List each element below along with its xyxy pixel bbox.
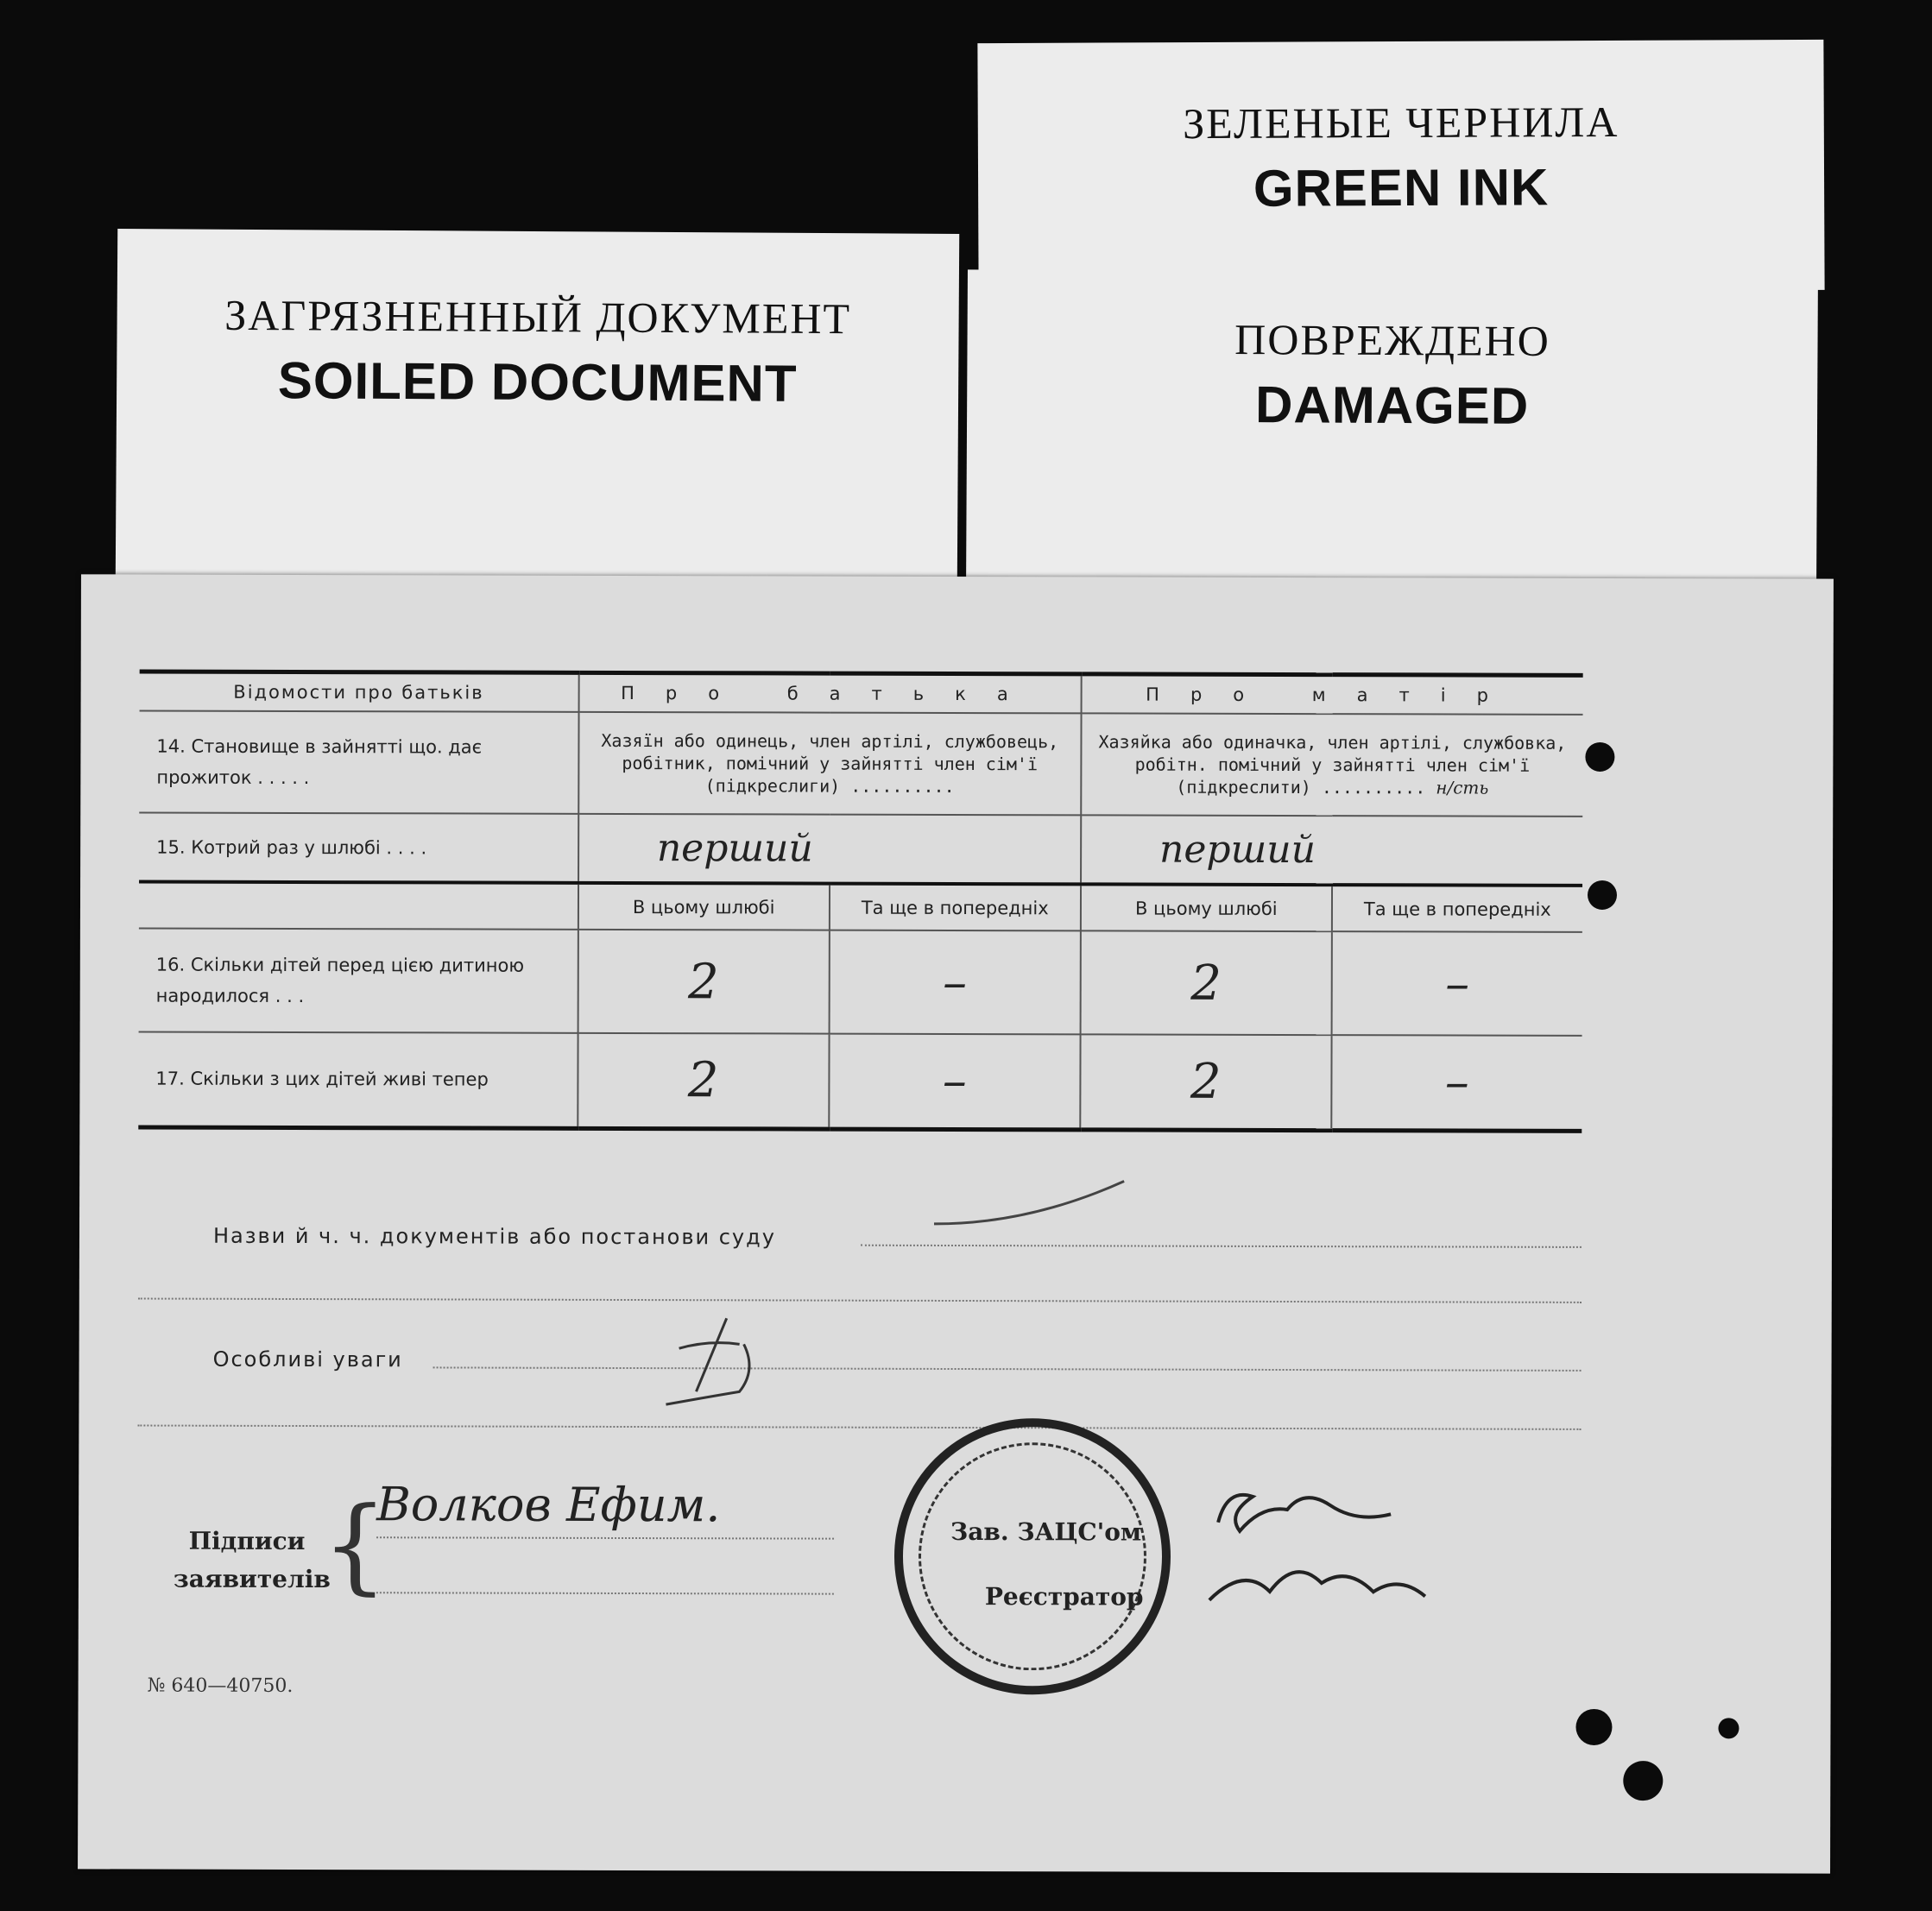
row17-father-this: 2 bbox=[578, 1033, 829, 1129]
row14-mother-options bbox=[1081, 713, 1582, 817]
row16-father-this: 2 bbox=[578, 930, 829, 1034]
row15-mother-value: перший bbox=[1081, 815, 1582, 886]
documents-dash-stroke bbox=[925, 1172, 1141, 1242]
soiled-ru-label: ЗАГРЯЗНЕННЫЙ ДОКУМЕНТ bbox=[224, 290, 852, 344]
row14-mother-text: Хазяйка або одиначка, член артілі, службовка, робітн. помічний у зайнятті член сім'ї (підкреслити) .......... bbox=[1098, 731, 1567, 798]
form-number: № 640—40750. bbox=[147, 1674, 294, 1697]
table-row bbox=[138, 1032, 1582, 1131]
applicants-label-line2: заявителів bbox=[173, 1564, 331, 1594]
table-row bbox=[139, 929, 1582, 1036]
soiled-document-card bbox=[116, 229, 959, 588]
sub-mother-prev: Та ще в попередніх bbox=[1332, 885, 1582, 932]
row16-mother-this: 2 bbox=[1081, 930, 1332, 1035]
applicants-label bbox=[173, 1523, 331, 1599]
sub-father-prev: Та ще в попередніх bbox=[830, 884, 1081, 931]
green-ru-label: ЗЕЛЕНЫЕ ЧЕРНИЛА bbox=[1183, 97, 1619, 148]
green-en-label: GREEN INK bbox=[1253, 158, 1550, 218]
header-mother: Про матір bbox=[1081, 674, 1582, 715]
notes-label: Особливі уваги bbox=[212, 1347, 403, 1372]
row16-label: 16. Скільки дітей перед цією дитиною народилося . . . bbox=[139, 929, 578, 1033]
header-parents-info: Відомости про батьків bbox=[140, 672, 579, 712]
notes-scribble bbox=[644, 1309, 791, 1413]
documents-label: Назви й ч. ч. документів або постанови суду bbox=[212, 1223, 776, 1250]
documents-line bbox=[861, 1245, 1582, 1248]
applicant-sig-line-2 bbox=[376, 1592, 834, 1594]
applicants-label-line1: Підписи bbox=[188, 1526, 306, 1556]
table-row bbox=[139, 813, 1582, 886]
documents-line-2 bbox=[138, 1298, 1582, 1303]
subheader-empty bbox=[139, 882, 578, 930]
signature-brace: { bbox=[321, 1485, 388, 1606]
binding-hole bbox=[1585, 742, 1614, 772]
soiled-en-label: SOILED DOCUMENT bbox=[277, 351, 798, 413]
row16-mother-prev: – bbox=[1331, 931, 1582, 1036]
row17-mother-this: 2 bbox=[1080, 1034, 1331, 1130]
row17-label: 17. Скільки з цих дітей живі тепер bbox=[138, 1032, 578, 1128]
damaged-card bbox=[966, 269, 1818, 593]
green-ink-card bbox=[977, 40, 1824, 293]
binding-hole bbox=[1718, 1718, 1739, 1738]
binding-hole bbox=[1575, 1709, 1612, 1745]
parents-info-table bbox=[138, 670, 1582, 1133]
notes-line-2 bbox=[137, 1425, 1581, 1430]
row17-mother-prev: – bbox=[1331, 1035, 1582, 1131]
official-signatures-scribble bbox=[1192, 1471, 1452, 1644]
applicant-signature: Волков Ефим. bbox=[376, 1477, 721, 1533]
registrar-label: Реєстратор bbox=[984, 1582, 1144, 1611]
row15-father-value: перший bbox=[578, 814, 1081, 885]
sub-mother-this: В цьому шлюбі bbox=[1081, 884, 1332, 931]
row17-father-prev: – bbox=[829, 1034, 1081, 1130]
table-row bbox=[139, 711, 1582, 817]
head-label: Зав. ЗАЦС'ом bbox=[950, 1517, 1142, 1547]
applicant-sig-line-1 bbox=[376, 1536, 834, 1539]
damaged-ru-label: ПОВРЕЖДЕНО bbox=[1234, 315, 1550, 365]
row14-label: 14. Становище в зайнятті що. дає прожиток . . . . . bbox=[139, 711, 578, 814]
row16-father-prev: – bbox=[829, 930, 1081, 1035]
official-stamp bbox=[894, 1418, 1171, 1695]
table-subheader-row bbox=[139, 882, 1582, 932]
binding-hole bbox=[1588, 880, 1617, 910]
header-father: Про батька bbox=[578, 672, 1081, 713]
notes-line bbox=[433, 1366, 1582, 1371]
damaged-en-label: DAMAGED bbox=[1254, 375, 1530, 435]
record-sheet bbox=[78, 574, 1834, 1873]
sub-father-this: В цьому шлюбі bbox=[578, 883, 830, 930]
binding-hole bbox=[1623, 1761, 1663, 1801]
table-header-row bbox=[140, 672, 1583, 715]
row15-label: 15. Котрий раз у шлюбі . . . . bbox=[139, 813, 578, 883]
row14-father-options: Хазяїн або одинець, член артілі, службовець, робітник, помічний у зайнятті член сім'ї (підкреслиги) .......... bbox=[578, 712, 1082, 816]
row14-mother-handwritten: н/сть bbox=[1436, 777, 1489, 798]
